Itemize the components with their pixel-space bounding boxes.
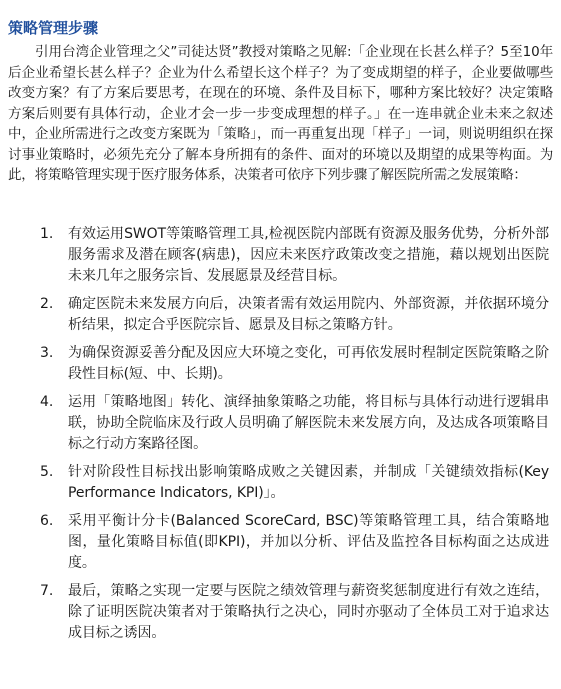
step-text: 采用平衡计分卡(Balanced ScoreCard, BSC)等策略管理工具，结合策略地图，量化策略目标值(即KPI)，并加以分析、评估及监控各目标构面之达成进度。 [68, 512, 549, 571]
list-item [8, 343, 553, 385]
step-text: 针对阶段性目标找出影响策略成败之关键因素，并制成「关键绩效指标(Key Performance Indicators, KPI)」。 [68, 463, 549, 501]
step-number: 7. [40, 582, 54, 599]
step-number: 1. [40, 225, 54, 242]
step-number: 3. [40, 344, 54, 361]
step-text: 为确保资源妥善分配及因应大环境之变化，可再依发展时程制定医院策略之阶段性目标(短、中、长期)。 [68, 344, 549, 382]
step-number: 5. [40, 463, 54, 480]
list-item [8, 511, 553, 574]
list-item [8, 581, 553, 644]
step-text: 运用「策略地图」转化、演绎抽象策略之功能，将目标与具体行动进行逻辑串联，协助全院临床及行政人员明确了解医院未来发展方向，及达成各项策略目标之行动方案路径图。 [68, 393, 549, 452]
list-item [8, 392, 553, 455]
strategy-steps-list [8, 224, 553, 644]
list-item [8, 294, 553, 336]
step-number: 2. [40, 295, 54, 312]
step-text: 最后，策略之实现一定要与医院之绩效管理与薪资奖惩制度进行有效之连结，除了证明医院决策者对于策略执行之决心，同时亦驱动了全体员工对于追求达成目标之诱因。 [68, 582, 549, 641]
step-number: 4. [40, 393, 54, 410]
step-number: 6. [40, 512, 54, 529]
step-text: 有效运用SWOT等策略管理工具,检视医院内部既有资源及服务优势，分析外部服务需求及潜在顾客(病患)，因应未来医疗政策改变之措施，藉以规划出医院未来几年之服务宗旨、发展愿景及经营目标。 [68, 225, 549, 284]
list-item [8, 462, 553, 504]
step-text: 确定医院未来发展方向后，决策者需有效运用院内、外部资源，并依据环境分析结果，拟定合乎医院宗旨、愿景及目标之策略方针。 [68, 295, 549, 333]
intro-paragraph: 引用台湾企业管理之父”司徒达贤”教授对策略之见解:「企业现在长甚么样子？5至10年后企业希望长甚么样子？企业为什么希望长这个样子？为了变成期望的样子，企业要做哪些改变方案？有了方案后要思考，在现在的环境、条件及目标下，哪种方案比较好？决定策略方案后则要有具体行动，企业才会一步一步变成理想的样子。」在一连串就企业未来之叙述中，企业所需进行之改变方案既为「策略」，而一再重复出现「样子」一词，则说明组织在探讨事业策略时，必须先充分了解本身所拥有的条件、面对的环境以及期望的成果等构面。为此，将策略管理实现于医疗服务体系，决策者可依序下列步骤了解医院所需之发展策略： [8, 44, 553, 183]
list-item [8, 224, 553, 287]
section-heading: 策略管理步骤 [8, 19, 99, 37]
